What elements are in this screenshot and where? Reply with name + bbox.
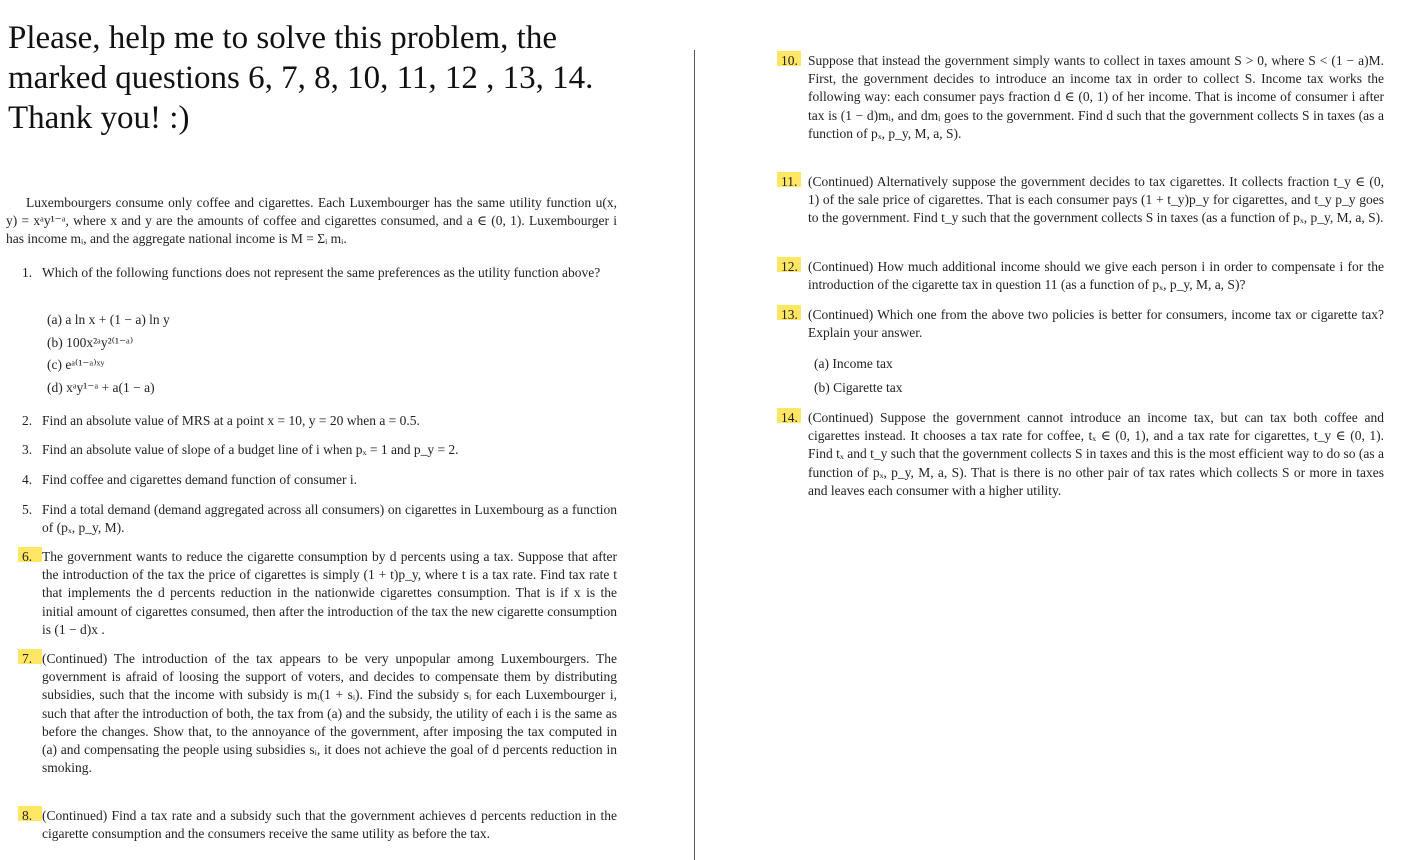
question-text: Which of the following functions does not represent the same preferences as the utility function above? [42,265,601,280]
question-text: (Continued) Alternatively suppose the government decides to tax cigarettes. It collects fraction t_y ∈ (0, 1) of the sale price of cigarettes. That is each consumer pays (1 + t_y)p_y for cigarettes, and t_y p_y goes to the government. Find t_y such that the government collects S in taxes (as a function of pₓ, p_y, M, a, S). [808,174,1384,226]
question-text: Find a total demand (demand aggregated across all consumers) on cigarettes in Luxembourg as a function of (pₓ, p_y, M). [42,502,617,536]
question-6 [22,548,617,639]
option-a: (a) a ln x + (1 − a) ln y [47,312,170,327]
option-c: (c) eᵃ⁽¹⁻ᵃ⁾ˣʸ [47,357,105,372]
question-7 [22,650,617,777]
question-11 [781,173,1384,228]
question-2 [22,412,617,430]
question-text: The government wants to reduce the cigarette consumption by d percents using a tax. Suppose that after the introduction of the tax the price of cigarettes is simply (1 + t)p_y, where t is a tax rate. Find tax rate t that implements the d percents reduction in the nationwide cigarettes consumption. That is if x is the initial amount of cigarettes consumed, then after the introduction of the tax the new cigarette consumption is (1 − d)x . [42,549,617,637]
option-a: (a) Income tax [814,356,893,371]
question-number: 13. [781,307,798,322]
question-10 [781,52,1384,143]
question-1-options [47,309,170,399]
question-text: (Continued) Suppose the government cannot introduce an income tax, but can tax both coffee and cigarettes instead. It chooses a tax rate for coffee, tₓ ∈ (0, 1), and a tax rate for cigarettes, t_y ∈ (0, 1). Find tₓ and t_y such that the government collects S in taxes and this is the most efficient way to do so (as a function of pₓ, p_y, M, a, S). That is there is no other pair of tax rates which collects S or more in taxes and leaves each consumer with a higher utility. [808,410,1384,498]
question-text: Suppose that instead the government simply wants to collect in taxes amount S > 0, where S < (1 − a)M. First, the government decides to introduce an income tax in order to collect S. Income tax works the following way: each consumer pays fraction d ∈ (0, 1) of her income. That is income of consumer i after tax is (1 − d)mᵢ, and dmᵢ goes to the government. Find d such that the government collects S in taxes (as a function of pₓ, p_y, M, a, S). [808,53,1384,141]
question-text: Find an absolute value of MRS at a point x = 10, y = 20 when a = 0.5. [42,413,420,428]
question-number: 10. [781,53,798,68]
question-3 [22,441,617,459]
intro-paragraph: Luxembourgers consume only coffee and cigarettes. Each Luxembourger has the same utility function u(x, y) = xᵃy¹⁻ᵃ, where x and y are the amounts of coffee and cigarettes consumed, and a ∈ (0, 1). Luxembourger i has income mᵢ, and the aggregate national income is M = Σᵢ mᵢ. [6,195,617,247]
question-number: 14. [781,410,798,425]
question-number: 2. [22,413,33,428]
question-text: Find coffee and cigarettes demand function of consumer i. [42,472,358,487]
help-line-3: Thank you! :) [8,100,190,136]
help-line-2: marked questions 6, 7, 8, 10, 11, 12 , 13, 14. [8,60,594,96]
question-4 [22,471,617,489]
question-number: 8. [22,808,33,823]
question-number: 6. [22,549,33,564]
question-number: 7. [22,651,33,666]
question-text: (Continued) Which one from the above two policies is better for consumers, income tax or cigarette tax? Explain your answer. [808,307,1384,341]
question-14 [781,409,1384,500]
question-number: 4. [22,472,33,487]
help-request-heading [8,18,688,138]
question-8 [22,807,617,843]
question-number: 12. [781,259,798,274]
question-number: 3. [22,442,33,457]
option-d: (d) xᵃy¹⁻ᵃ + a(1 − a) [47,379,155,395]
column-divider [694,50,695,860]
option-b: (b) 100x²ᵃy²⁽¹⁻ᵃ⁾ [47,334,134,350]
question-number: 11. [781,174,798,189]
question-5 [22,501,617,537]
question-text: (Continued) The introduction of the tax appears to be very unpopular among Luxembourgers. The government is afraid of loosing the support of voters, and decides to compensate them by distributing subsidies, such that the income with subsidy is mᵢ(1 + sᵢ). Find the subsidy sᵢ for each Luxembourger i, such that after the introduction of both, the tax from (a) and the subsidy, the utility of each i is the same as before the changes. Show that, to the annoyance of the government, after imposing the tax computed in (a) and compensating the people using subsidies sᵢ, it does not achieve the goal of d percents reduction in smoking. [42,651,617,776]
option-b: (b) Cigarette tax [814,380,903,395]
question-13-options [814,352,902,400]
question-12 [781,258,1384,294]
question-text: Find an absolute value of slope of a budget line of i when pₓ = 1 and p_y = 2. [42,442,459,457]
question-number: 1. [22,265,33,280]
help-line-1: Please, help me to solve this problem, the [8,20,557,56]
question-text: (Continued) How much additional income should we give each person i in order to compensate i for the introduction of the cigarette tax in question 11 (as a function of pₓ, p_y, M, a, S)? [808,259,1384,293]
question-13 [781,306,1384,342]
question-number: 5. [22,502,33,517]
question-text: (Continued) Find a tax rate and a subsidy such that the government achieves d percents reduction in the cigarette consumption and the consumers receive the same utility as before the tax. [42,808,617,842]
question-1 [22,264,617,282]
